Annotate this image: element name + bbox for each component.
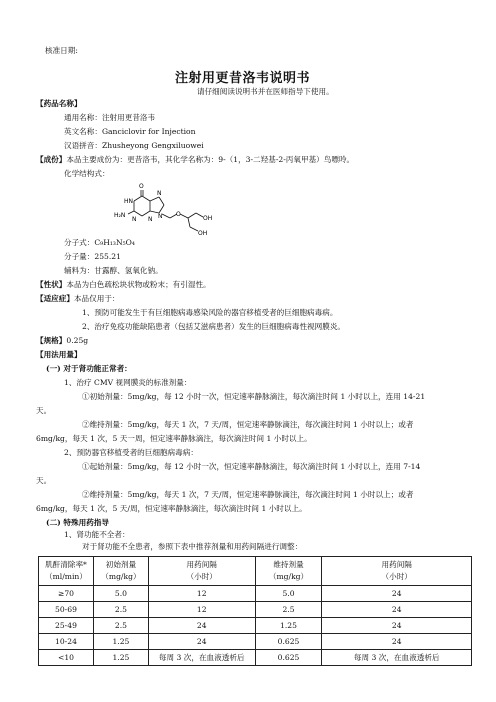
atom-hn: HN (124, 198, 133, 205)
table-header-cell: 用药间隔 （小时） (148, 557, 255, 586)
atom-oh-2: OH (198, 230, 208, 236)
table-row (39, 634, 472, 650)
table-cell: 12 (148, 602, 255, 618)
table-cell: 10-24 (39, 634, 94, 650)
atom-o-carbonyl: O (139, 183, 144, 190)
atom-oh-1: OH (203, 215, 213, 222)
structure-label: 化学结构式： (64, 169, 110, 178)
renal-impairment-note: 对于肾功能不全患者，参照下表中推荐剂量和用药间隔进行调整： (82, 542, 303, 551)
table-cell: 每周 3 次，在血液透析后 (322, 650, 472, 666)
atom-n7: N (157, 190, 162, 197)
dosage-p2a: ②维持剂量：5mg/kg，每天 1 次，7 天/周，恒定速率静脉滴注，每次滴注时间 1 小时以上；或者 (82, 420, 414, 429)
table-cell: 50-69 (39, 602, 94, 618)
dosage-p1a: ①初始剂量：5mg/kg，每 12 小时一次，恒定速率静脉滴注，每次滴注时间 1 小时以上，连用 14-21 (82, 392, 426, 401)
table-cell: 2.5 (93, 618, 148, 634)
properties-text: 本品为白色疏松块状物或粉末；有引湿性。 (66, 280, 211, 289)
atom-n1: N (132, 216, 137, 223)
dosage-p3b: 天。 (36, 476, 52, 485)
usage-notice: 请仔细阅读说明书并在医师指导下使用。 (197, 87, 334, 96)
table-cell: 24 (322, 634, 472, 650)
dosage-p3a: ①起始剂量：5mg/kg，每 12 小时一次，恒定速率静脉滴注，每次滴注时间 1 小时以上，连用 7-14 (82, 462, 421, 471)
table-header-cell: 初始剂量 （mg/kg） (93, 557, 148, 586)
document-title: 注射用更昔洛韦说明书 (175, 71, 311, 86)
table-cell: 每周 3 次，在血液透析后 (148, 650, 255, 666)
table-cell: 1.25 (93, 634, 148, 650)
ingredients-line (36, 155, 354, 165)
renal-impairment-label: 1、肾功能不全者： (64, 530, 130, 539)
table-cell: 1.25 (93, 650, 148, 666)
table-header-row (39, 557, 472, 586)
table-cell: 2.5 (93, 602, 148, 618)
table-cell: 24 (322, 618, 472, 634)
generic-name: 通用名称：注射用更昔洛韦 (64, 113, 156, 122)
english-name: 英文名称：Ganciclovir for Injection (64, 127, 196, 136)
atom-n9: N (158, 213, 163, 220)
approval-date: 核准日期: (45, 46, 78, 55)
table-row (39, 586, 472, 602)
table-cell: 24 (322, 586, 472, 602)
chemical-structure (112, 178, 232, 236)
table-row (39, 650, 472, 666)
table-cell: 2.5 (255, 602, 322, 618)
indication-item-2: 2、治疗免疫功能缺陷患者（包括艾滋病患者）发生的巨细胞病毒性视网膜炎。 (82, 322, 346, 331)
indications-heading: 【适应症】 (36, 294, 74, 303)
drug-name-heading: 【药品名称】 (36, 99, 82, 108)
dosage-p4a: ②维持剂量：5mg/kg，每天 1 次，7 天/周，恒定速率静脉滴注，每次滴注时间 1 小时以上；或者 (82, 490, 414, 499)
specification-line (36, 336, 88, 346)
atom-o-ether: O (176, 211, 181, 218)
table-cell: <10 (39, 650, 94, 666)
table-header-cell: 肌酐清除率* （ml/min） (39, 557, 94, 586)
indications-line (36, 294, 120, 304)
dosage-item-cmv: 1、治疗 CMV 视网膜炎的标准剂量： (64, 378, 192, 387)
table-header-cell: 维持剂量 （mg/kg） (255, 557, 322, 586)
renal-dosage-table (38, 556, 472, 666)
properties-heading: 【性状】 (36, 280, 67, 289)
indication-item-1: 1、预防可能发生于有巨细胞病毒感染风险的器官移植受者的巨细胞病毒病。 (82, 308, 338, 317)
table-cell: 5.0 (93, 586, 148, 602)
ingredients-text: 本品主要成份为：更昔洛韦，其化学名称为：9-（1，3-二羟基-2-丙氧甲基）鸟嘌呤。 (66, 155, 355, 164)
table-cell: 12 (148, 586, 255, 602)
atom-h2n: H₂N (114, 212, 126, 219)
dosage-p1b: 天。 (36, 406, 52, 415)
table-cell: 0.625 (255, 650, 322, 666)
specification-text: 0.25g (66, 336, 89, 345)
indications-text: 本品仅用于： (73, 294, 120, 303)
table-cell: 24 (322, 602, 472, 618)
table-cell: 1.25 (255, 618, 322, 634)
table-cell: 5.0 (255, 586, 322, 602)
molecular-formula: 分子式：C₉H₁₃N₅O₄ (64, 238, 135, 247)
special-guidance-heading: (二) 特殊用药指导 (46, 518, 109, 527)
table-cell: 25-49 (39, 618, 94, 634)
dosage-item-prevention: 2、预防器官移植受者的巨细胞病毒病： (64, 448, 198, 457)
table-cell: 0.625 (255, 634, 322, 650)
table-row (39, 602, 472, 618)
dosage-heading: 【用法用量】 (36, 350, 82, 359)
properties-line (36, 280, 211, 290)
table-row (39, 618, 472, 634)
dosage-normal-renal-heading: (一) 对于肾功能正常者： (46, 364, 132, 373)
pinyin-name: 汉语拼音：Zhusheyong Gengxiluowei (64, 141, 204, 150)
table-cell: ≥70 (39, 586, 94, 602)
table-header-cell: 用药间隔 （小时） (322, 557, 472, 586)
dosage-p2b: 6mg/kg，每天 1 次，5 天一周，恒定速率静脉滴注，每次滴注时间 1 小时以上。 (36, 434, 312, 443)
table-cell: 24 (148, 618, 255, 634)
molecular-weight: 分子量：255.21 (64, 252, 121, 261)
dosage-p4b: 6mg/kg，每天 1 次，5 天/周，恒定速率静脉滴注，每次滴注时间 1 小时以上。 (36, 504, 307, 513)
table-cell: 24 (148, 634, 255, 650)
specification-heading: 【规格】 (36, 336, 67, 345)
excipients: 辅料为：甘露醇、氢氧化钠。 (64, 266, 163, 275)
ingredients-heading: 【成份】 (36, 155, 67, 164)
atom-n3: N (148, 216, 153, 223)
